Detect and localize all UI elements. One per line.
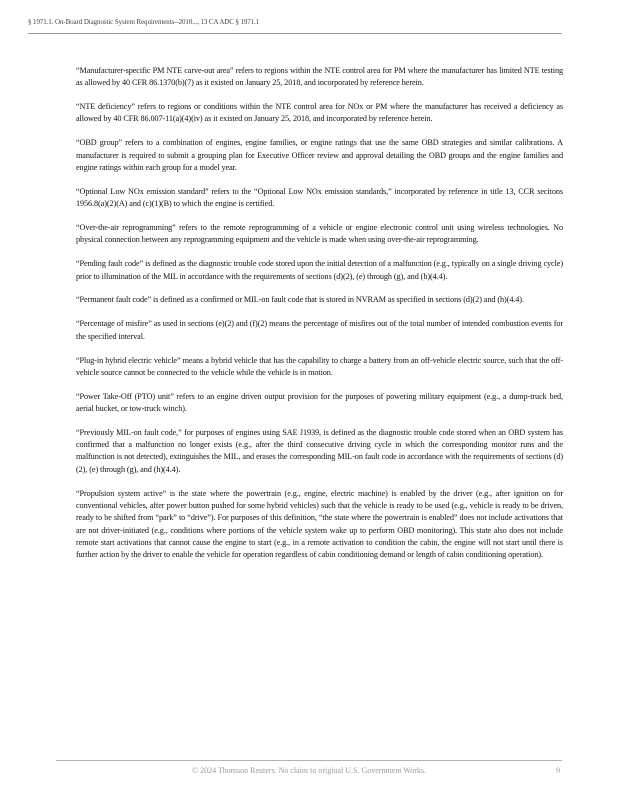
definition-paragraph: “Optional Low NOx emission standard” refers to the “Optional Low NOx emission standards,” incorporated by reference in title 13, CCR secitons 1956.8(a)(2)(A) and (c)(1)(B) to which the engine is certified. <box>76 186 563 209</box>
page-number: 9 <box>556 766 560 775</box>
definition-paragraph: “Permanent fault code” is defined as a confirmed or MIL-on fault code that is stored in NVRAM as specified in sections (d)(2) and (h)(4.4). <box>76 295 524 305</box>
definition-paragraph: “Propulsion system active” is the state where the powertrain (e.g., engine, electric machine) is enabled by the driver (e.g., after ignition on for conventional vehicles, after power button pushed for some hybrid vehicles) such that the vehicle is ready to be used (e.g., vehicle is ready to be driven, ready to be shifted from “park” to “drive”). For purposes of this definition, “the state where the powertrain is enabled” does not include activations that are not driver-initiated (e.g., conditions where portions of the vehicle system wake up to perform OBD monitoring). This state also does not include remote start activations that cannot cause the engine to start (e.g., in a remote activation to condition the cabin, the engine will not start until there is further action by the driver to enable the vehicle for operation regardless of cabin conditioning demand or length of cabin conditioning operation). <box>76 488 563 560</box>
definition-paragraph: “Power Take-Off (PTO) unit” refers to an engine driven output provision for the purposes of powering military equipment (e.g., a dump-truck bed, aerial bucket, or tow-truck winch). <box>76 391 563 413</box>
footer-divider <box>56 760 562 761</box>
definition-paragraph: “Previously MIL-on fault code,” for purposes of engines using SAE J1939, is defined as the diagnostic trouble code stored when an OBD system has confirmed that a malfunction no longer exists (e.g., after the third consecutive driving cycle in which the corresponding monitor runs and the malfunction is not detected), extinguishes the MIL, and erases the corresponding MIL-on fault code in accordance with the requirements of sections (d)(2), (e) through (g), and (h)(4.4). <box>76 427 563 474</box>
copyright-notice: © 2024 Thomson Reuters. No claim to original U.S. Government Works. <box>191 766 426 775</box>
definition-paragraph: “OBD group” refers to a combination of engines, engine families, or engine ratings that use the same OBD strategies and similar calibrations. A manufacturer is required to submit a grouping plan for Executive Officer review and approval detailing the OBD groups and the engine families and engine ratings within each group for a model year. <box>76 138 563 172</box>
definition-paragraph: “Over-the-air reprogramming” refers to the remote reprogramming of a vehicle or engine electronic control unit using wireless technologies. No physical connection between any reprogramming equipment and the vehicle is made when using over-the-air reprogramming. <box>76 223 563 245</box>
definition-paragraph: “Manufacturer-specific PM NTE carve-out area” refers to regions within the NTE control area for PM where the manufacturer has limited NTE testing as allowed by 40 CFR 86.1370(b)(7) as it existed on January 25, 2018, and incorporated by reference herein. <box>76 66 563 88</box>
running-header: § 1971.1. On-Board Diagnostic System Requirements--2010..., 13 CA ADC § 1971.1 <box>28 18 260 26</box>
definition-paragraph: “Percentage of misfire” as used in sections (e)(2) and (f)(2) means the percentage of misfires out of the total number of intended combustion events for the specified interval. <box>76 319 563 341</box>
definition-paragraph: “NTE deficiency” refers to regions or conditions within the NTE control area for NOx or PM where the manufacturer has received a deficiency as allowed by 40 CFR 86.007-11(a)(4)(iv) as it existed on January 25, 2018, and incorporated by reference herein. <box>76 102 563 124</box>
definition-paragraph: “Plug-in hybrid electric vehicle” means a hybrid vehicle that has the capability to charge a battery from an off-vehicle electric source, such that the off-vehicle source cannot be connected to the vehicle while the vehicle is in motion. <box>76 355 563 377</box>
header-divider <box>28 33 562 34</box>
document-body <box>76 65 563 573</box>
definition-paragraph: “Pending fault code” is defined as the diagnostic trouble code stored upon the initial detection of a malfunction (e.g., typically on a single driving cycle) prior to illumination of the MIL in accordance with the requirements of sections (d)(2), (e) through (g), and (h)(4.4). <box>76 259 563 281</box>
